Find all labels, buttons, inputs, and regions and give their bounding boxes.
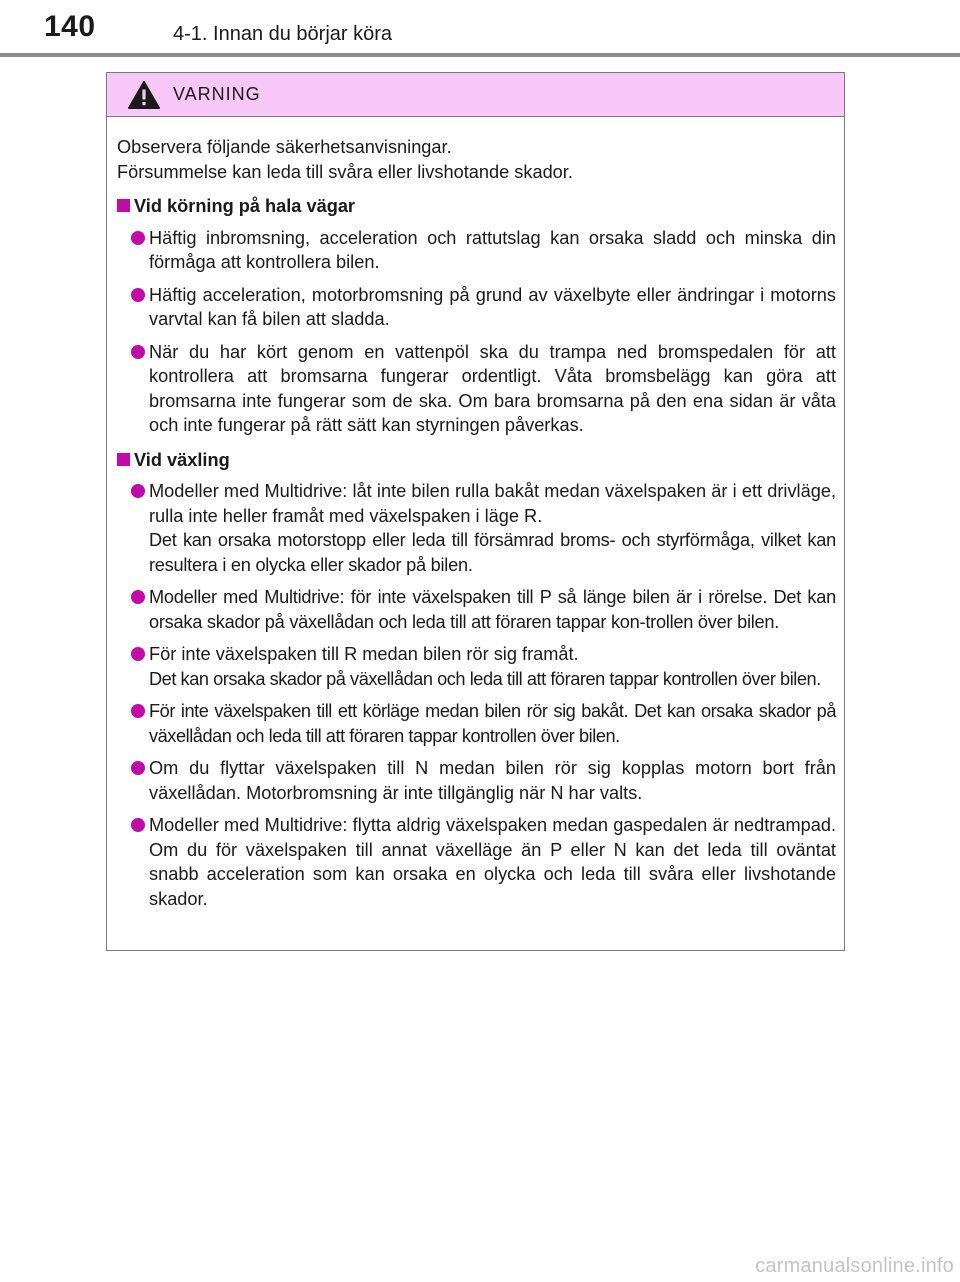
round-bullet-icon: [131, 761, 145, 775]
list-item: [117, 642, 836, 691]
list-item: [117, 479, 836, 577]
list-item-text: Häftig acceleration, motorbromsning på grund av växelbyte eller ändringar i motorns varvtal kan få bilen att sladda.: [149, 284, 836, 329]
intro-line: Observera följande säkerhetsanvisningar.: [117, 137, 452, 157]
list-item-text: Modeller med Multidrive: för inte växelspaken till P så länge bilen är i rörelse. Det kan orsaka skador på växellådan och leda till att föraren tappar kon-trollen över bilen.: [149, 587, 836, 632]
watermark: carmanualsonline.info: [755, 1255, 954, 1277]
list-item-text: Om du flyttar växelspaken till N medan bilen rör sig kopplas motorn bort från växellådan. Motorbromsning är inte tillgänglig när N har valts.: [149, 758, 836, 803]
list-item-text: Det kan orsaka skador på växellådan och leda till att föraren tappar kontrollen över bilen.: [149, 668, 821, 689]
section-title: 4-1. Innan du börjar köra: [173, 23, 393, 45]
list-item: [117, 756, 836, 805]
round-bullet-icon: [131, 288, 145, 302]
page-header: [0, 0, 960, 60]
round-bullet-icon: [131, 704, 145, 718]
section-heading-text: Vid växling: [134, 449, 230, 470]
list-item-text: För inte växelspaken till ett körläge medan bilen rör sig bakåt. Det kan orsaka skador på växellådan och leda till att föraren tappar kontrollen över bilen.: [149, 701, 836, 746]
round-bullet-icon: [131, 484, 145, 498]
list-item-text: När du har kört genom en vattenpöl ska du trampa ned bromspedalen för att kontrollera att bromsarna fungerar ordentligt. Våta bromsbelägg kan göra att bromsarna inte fungerar som de ska. Om bara bromsarna på den ena sidan är våta och inte fungerar på rätt sätt kan styrningen påverkas.: [149, 341, 836, 435]
list-item: [117, 813, 836, 911]
warning-box: [106, 72, 845, 951]
round-bullet-icon: [131, 345, 145, 359]
warning-title: VARNING: [173, 84, 261, 104]
round-bullet-icon: [131, 647, 145, 661]
header-divider: [0, 53, 960, 57]
section-heading: [117, 448, 836, 473]
square-bullet-icon: [117, 453, 130, 466]
warning-header: [107, 73, 844, 117]
warning-body: [107, 117, 844, 911]
square-bullet-icon: [117, 199, 130, 212]
list-item: [117, 585, 836, 634]
round-bullet-icon: [131, 818, 145, 832]
list-item: [117, 340, 836, 438]
intro-line: Försummelse kan leda till svåra eller livshotande skador.: [117, 161, 573, 182]
section-heading: [117, 194, 836, 219]
page-number: 140: [44, 10, 96, 43]
list-item: [117, 226, 836, 275]
list-item: [117, 699, 836, 748]
section-heading-text: Vid körning på hala vägar: [134, 196, 356, 216]
list-item: [117, 283, 836, 332]
round-bullet-icon: [131, 590, 145, 604]
round-bullet-icon: [131, 231, 145, 245]
list-item-text: Modeller med Multidrive: låt inte bilen rulla bakåt medan växelspaken är i ett drivläge, rulla inte heller framåt med växelspaken i läge R.: [149, 481, 836, 526]
warning-triangle-icon: [127, 80, 161, 110]
list-item-text: Det kan orsaka motorstopp eller leda till försämrad broms- och styrförmåga, vilket kan resultera i en olycka eller skador på bilen.: [149, 530, 836, 575]
list-item-text: För inte växelspaken till R medan bilen rör sig framåt.: [149, 644, 579, 664]
list-item-text: Modeller med Multidrive: flytta aldrig växelspaken medan gaspedalen är nedtrampad. Om du för växelspaken till annat växelläge än P eller N kan det leda till oväntat snabb acceleration som kan orsaka en olycka och leda till svåra eller livshotande skador.: [149, 815, 836, 909]
warning-intro: [117, 135, 836, 184]
list-item-text: Häftig inbromsning, acceleration och rattutslag kan orsaka sladd och minska din förmåga att kontrollera bilen.: [149, 227, 836, 272]
